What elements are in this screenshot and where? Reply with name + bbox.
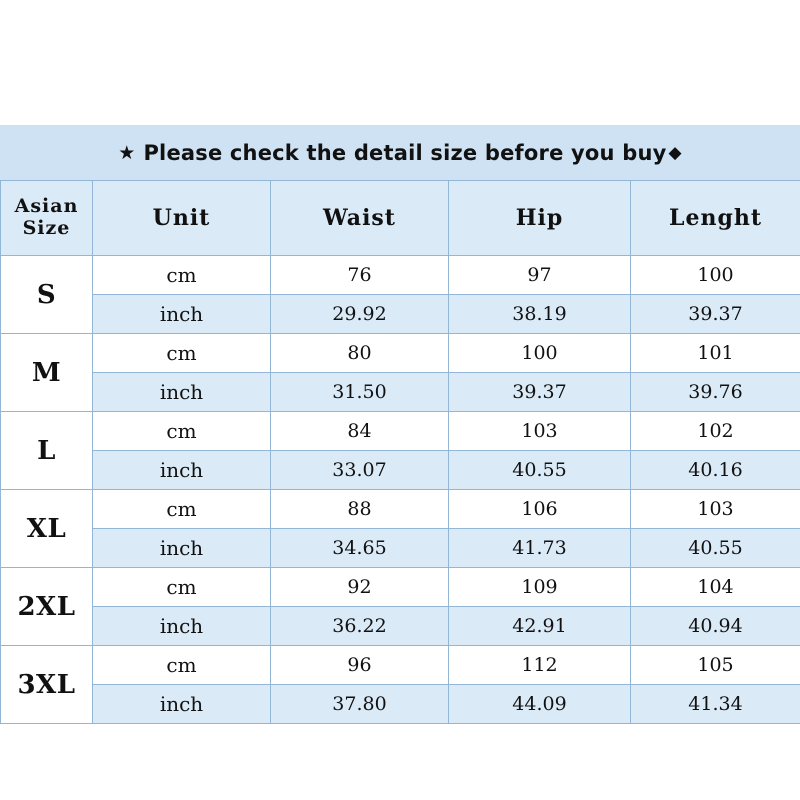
hip-cell: 40.55 (449, 451, 631, 490)
hip-cell: 112 (449, 646, 631, 685)
length-cell: 39.76 (631, 373, 800, 412)
hip-cell: 106 (449, 490, 631, 529)
header-asian-size (1, 181, 93, 256)
table-row (1, 412, 800, 451)
unit-cell: inch (93, 529, 271, 568)
table-row (1, 334, 800, 373)
size-label: L (1, 412, 93, 490)
unit-cell: cm (93, 334, 271, 373)
table-row (1, 529, 800, 568)
hip-cell: 41.73 (449, 529, 631, 568)
size-chart (0, 125, 800, 724)
waist-cell: 84 (271, 412, 449, 451)
unit-cell: cm (93, 490, 271, 529)
unit-cell: inch (93, 373, 271, 412)
waist-cell: 88 (271, 490, 449, 529)
header-hip: Hip (449, 181, 631, 256)
table-row (1, 646, 800, 685)
waist-cell: 36.22 (271, 607, 449, 646)
table-header-row (1, 181, 800, 256)
unit-cell: cm (93, 646, 271, 685)
waist-cell: 34.65 (271, 529, 449, 568)
star-icon: ★ (118, 141, 136, 164)
banner-text: Please check the detail size before you buy (143, 140, 667, 165)
hip-cell: 44.09 (449, 685, 631, 724)
header-asian-size-line2: Size (22, 217, 71, 239)
unit-cell: inch (93, 607, 271, 646)
length-cell: 40.94 (631, 607, 800, 646)
length-cell: 105 (631, 646, 800, 685)
table-row (1, 568, 800, 607)
table-row (1, 607, 800, 646)
header-asian-size-line1: Asian (14, 195, 79, 218)
table-row (1, 451, 800, 490)
length-cell: 100 (631, 256, 800, 295)
waist-cell: 31.50 (271, 373, 449, 412)
length-cell: 103 (631, 490, 800, 529)
length-cell: 104 (631, 568, 800, 607)
chart-banner (0, 125, 800, 180)
unit-cell: cm (93, 256, 271, 295)
table-row (1, 490, 800, 529)
unit-cell: inch (93, 295, 271, 334)
hip-cell: 38.19 (449, 295, 631, 334)
waist-cell: 76 (271, 256, 449, 295)
size-label: 2XL (1, 568, 93, 646)
waist-cell: 92 (271, 568, 449, 607)
table-row (1, 685, 800, 724)
length-cell: 41.34 (631, 685, 800, 724)
unit-cell: cm (93, 568, 271, 607)
hip-cell: 97 (449, 256, 631, 295)
length-cell: 101 (631, 334, 800, 373)
size-label: M (1, 334, 93, 412)
header-waist: Waist (271, 181, 449, 256)
length-cell: 102 (631, 412, 800, 451)
waist-cell: 80 (271, 334, 449, 373)
table-row (1, 373, 800, 412)
size-table (0, 180, 800, 724)
hip-cell: 109 (449, 568, 631, 607)
hip-cell: 103 (449, 412, 631, 451)
unit-cell: cm (93, 412, 271, 451)
size-label: 3XL (1, 646, 93, 724)
table-row (1, 295, 800, 334)
header-length: Lenght (631, 181, 800, 256)
waist-cell: 96 (271, 646, 449, 685)
header-unit: Unit (93, 181, 271, 256)
table-row (1, 256, 800, 295)
size-label: XL (1, 490, 93, 568)
length-cell: 40.16 (631, 451, 800, 490)
waist-cell: 29.92 (271, 295, 449, 334)
waist-cell: 33.07 (271, 451, 449, 490)
unit-cell: inch (93, 451, 271, 490)
hip-cell: 100 (449, 334, 631, 373)
hip-cell: 42.91 (449, 607, 631, 646)
diamond-icon: ◆ (668, 142, 682, 163)
length-cell: 39.37 (631, 295, 800, 334)
length-cell: 40.55 (631, 529, 800, 568)
unit-cell: inch (93, 685, 271, 724)
hip-cell: 39.37 (449, 373, 631, 412)
waist-cell: 37.80 (271, 685, 449, 724)
size-label: S (1, 256, 93, 334)
